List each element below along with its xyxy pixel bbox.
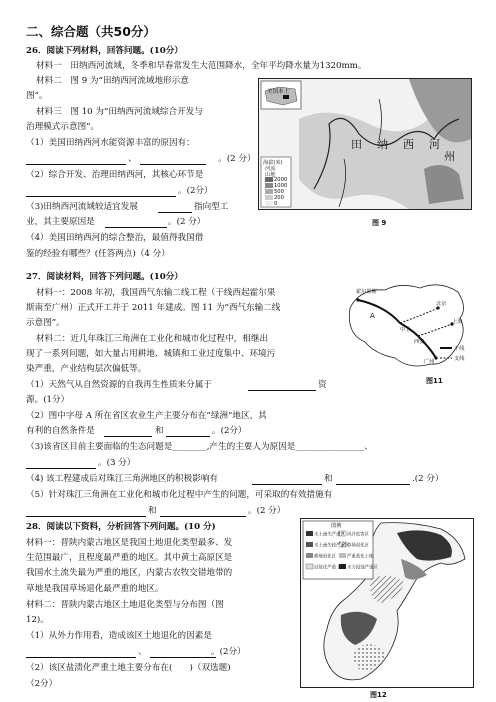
map12-legend-2: 水土流失较严重区	[314, 542, 350, 548]
figure-12-caption: 图12	[370, 691, 387, 699]
q26-blank-1b	[140, 154, 206, 165]
q27-material-1b: 斯南至广州）正式开工并于 2011 年建成。图 11 为“西气东输二线	[26, 303, 281, 313]
q27-sub-5c: 。(2 分）	[248, 506, 286, 516]
map12-legend-6: 近盐化严重土地	[314, 564, 345, 570]
q27-sub-1b: 资	[318, 380, 327, 390]
q28-material-2b: 12)。	[26, 615, 49, 625]
q27-sub-2b: 有利的自然条件是	[26, 426, 95, 436]
map11-label-a: A	[370, 312, 375, 320]
q27-sub-2c: 和	[155, 426, 164, 436]
q26-sub-3c: 业，其主要原因是	[26, 217, 95, 227]
map-state-label: 州	[444, 150, 455, 163]
q28-blank-1a	[26, 647, 136, 658]
q27-blank-2a	[104, 426, 152, 437]
q27-sub-5b: 和	[148, 506, 157, 516]
q26-material-2a: 材料二 图 9 为“田纳西河流域地形示意	[36, 76, 189, 86]
q27-material-2a: 材料二：近几年珠江三角洲在工业化和城市化过程中，相继出	[36, 334, 269, 344]
map11-label-zhongwei: 中卫	[400, 327, 411, 333]
q26-material-2b: 图”。	[26, 91, 48, 101]
q27-blank-1	[248, 380, 316, 391]
q28-material-1b: 生范围最广，且程度最严重的地区。其中黄土高原区是	[26, 553, 233, 563]
q28-material-1c: 我国水土流失最为严重的地区，内蒙古农牧交错地带的	[26, 568, 233, 578]
q28-sub-1: （1）从外力作用看，造成该区土地退化的因素是	[26, 631, 212, 641]
map12-legend-1: 风沙危害区	[347, 531, 370, 537]
q26-stem: 26．阅读下列材料，回答问题。(10分）	[26, 46, 183, 56]
q28-sub-2b: （2分）	[26, 679, 58, 689]
figure-9-map	[258, 78, 472, 210]
map12-legend-title: 图例	[331, 523, 342, 529]
map11-label-guangzhou: 广州	[424, 359, 435, 365]
q27-blank-5a	[26, 506, 146, 517]
q27-sub-4: （4) 该工程建成后对珠江三角洲地区的积极影响有	[26, 474, 219, 484]
q26-blank-3b	[105, 217, 167, 228]
map12-legend-3: 草场退化区	[347, 542, 370, 548]
q27-sub-2d: 。(2分）	[212, 426, 247, 436]
q27-sub-3: （3)该省区目前主要面临的生态问题是________,产生的主要人为原因是________________、	[26, 442, 373, 452]
section-title: 二、综合题（共50分）	[26, 24, 156, 39]
map-legend-val-1: 1000	[274, 183, 288, 189]
q26-material-1: 材料一 田纳西河流域，冬季和早春常发生大范围降水，全年平均降水量为1320mm。	[36, 61, 367, 71]
q26-sub-4: （4）美国田纳西河的综合整治，最值得我国借	[26, 233, 204, 243]
map-legend-item-1: 山地	[265, 172, 276, 178]
q28-material-1a: 材料一：晋陕内蒙古地区是我国土地退化类型最多、发	[26, 538, 233, 548]
q27-blank-5b	[160, 506, 246, 517]
map11-legend-branch: 支线	[454, 356, 465, 362]
q28-material-1d: 草地是我国草场退化最严重的地区。	[26, 584, 164, 594]
q27-blank-4b	[336, 474, 410, 485]
q26-sub-4b: 鉴的经验有哪些？(任答两点)（4 分）	[26, 249, 170, 259]
q27-material-2b: 现了一系列问题，如大量占用耕地、城镇和工业过度集中、环境污	[26, 349, 276, 359]
q26-sub-1: （1）美国田纳西河水能资源丰富的原因有：	[26, 138, 195, 148]
q27-sub-1c: 源。(1分）	[26, 395, 70, 405]
q26-sub-2: （2）综合开发、治理田纳西河，其核心环节是	[26, 170, 204, 180]
map12-legend-7: 水力侵蚀严重区	[347, 564, 378, 570]
q27-sub-2: （2）图中字母 A 所在省区农业生产主要分布在“绿洲”地区，其	[26, 411, 267, 421]
map11-label-shanghai: 上海	[452, 319, 463, 325]
figure-11-caption: 图11	[426, 377, 443, 385]
map12-legend-4: 耕地退化区	[314, 553, 337, 559]
q26-material-3b: 治理模式示意图”。	[26, 122, 100, 132]
map11-label-xian: 西安	[414, 339, 425, 345]
map-inset-label: 美国本土	[267, 89, 290, 95]
q26-sub-3d: 。(2 分）	[168, 217, 206, 227]
map-legend-val-2: 500	[274, 189, 284, 195]
map11-label-khorgos: 霍尔果斯	[356, 289, 377, 295]
q26-blank-2	[26, 186, 176, 197]
q27-stem: 27．阅读材料，回答下列问题。(10分）	[26, 272, 183, 282]
q27-sub-4c: .(2 分）	[412, 474, 444, 484]
map-legend-val-4: 0	[274, 201, 278, 207]
q27-sub-4b: 和	[324, 474, 333, 484]
figure-11-map	[340, 278, 472, 370]
q26-blank-1a	[26, 154, 126, 165]
q26-sub-3: （3)田纳西河流域较适宜发展	[26, 202, 138, 212]
q27-material-2c: 染严重，产业结构层次偏低等。	[26, 364, 147, 374]
map11-label-beijing: 北京	[436, 301, 447, 307]
q28-sub-1b: 、 。(2分）	[138, 647, 246, 657]
q27-material-1a: 材料一：2008 年初，我国西气东输二线工程（干线西起霍尔果	[36, 288, 276, 298]
q27-sub-3b: 。(3 分）	[98, 458, 136, 468]
q28-blank-1b	[150, 647, 216, 658]
map12-legend-0: 水土流失严重区	[314, 531, 345, 537]
q27-material-1c: 示意图”。	[26, 318, 65, 328]
q27-sub-5: （5）针对珠江三角洲在工业化和城市化过程中产生的问题，可采取的有效措施有	[26, 490, 333, 500]
q28-material-2a: 材料二：晋陕内蒙古地区土地退化类型与分布图（图	[26, 600, 224, 610]
map-legend-val-3: 200	[274, 195, 284, 201]
q26-sub-3b: 指向型工	[194, 202, 229, 212]
q27-blank-3	[26, 458, 96, 469]
figure-12-map	[300, 518, 474, 688]
q26-sub-1b: 、 。(2 分）	[128, 154, 256, 164]
map11-legend-main: 干线	[454, 346, 465, 352]
q28-stem: 28．阅读以下资料，分析回答下列问题。(10 分)	[26, 522, 216, 532]
map-legend-title: 海拔(米)	[263, 160, 283, 166]
figure-9-caption: 图 9	[372, 219, 387, 227]
q26-material-3a: 材料三 图 10 为“田纳西河流域综合开发与	[36, 107, 203, 117]
q26-sub-2b: 。(2分）	[178, 186, 213, 196]
q26-blank-3a	[158, 202, 192, 213]
q27-sub-1: （1）天然气从自然资源的自我再生性质来分属于	[26, 380, 212, 390]
q27-blank-4a	[252, 474, 322, 485]
map-legend-val-0: 2000	[274, 177, 288, 183]
map-legend-item-0: 河流	[265, 166, 276, 172]
q27-blank-2b	[166, 426, 210, 437]
map-river-label: 田 纳 西 河	[351, 138, 442, 151]
map12-legend-5: 严重盐化土地	[347, 553, 374, 559]
q28-sub-2: （2）该区盐渍化严重土地主要分布在( )（双选题)	[26, 663, 231, 673]
